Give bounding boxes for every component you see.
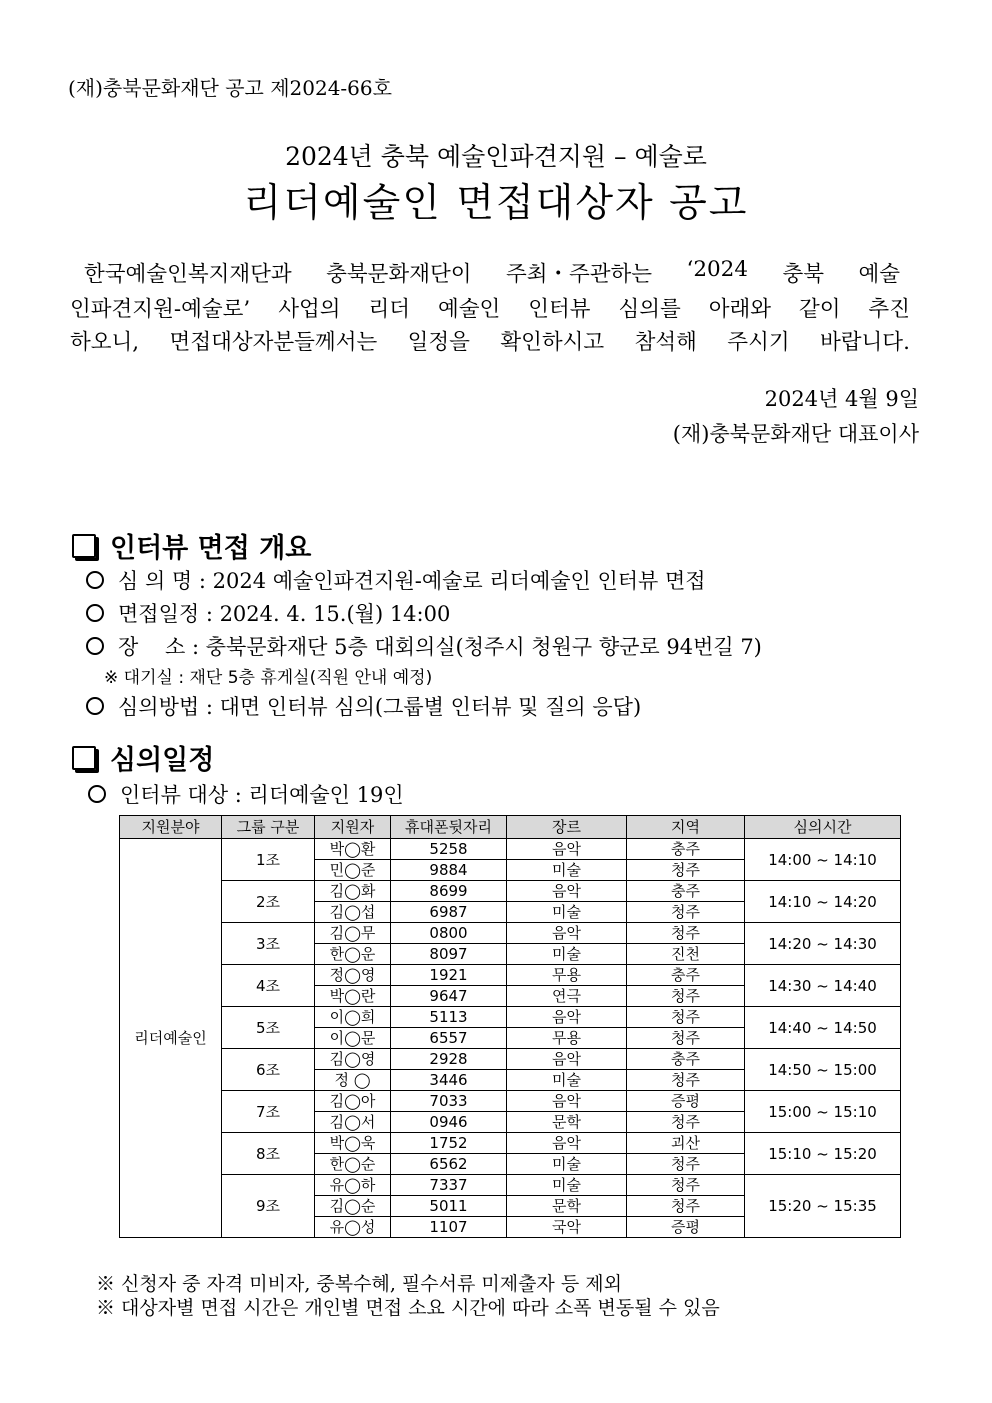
genre-cell: 미술 — [507, 1154, 627, 1175]
genre-cell: 음악 — [507, 881, 627, 902]
footnote: ※ 신청자 중 자격 미비자, 중복수혜, 필수서류 미제출자 등 제외 — [96, 1273, 622, 1295]
checkbox-square-icon — [72, 746, 96, 770]
title-line-1: 2024년 충북 예술인파견지원 – 예술로 — [285, 142, 707, 171]
circle-bullet-icon — [88, 785, 106, 803]
table-row — [120, 881, 901, 902]
region-cell: 청주 — [627, 1196, 745, 1217]
column-header: 심의시간 — [745, 816, 901, 839]
column-header: 장르 — [507, 816, 627, 839]
genre-cell: 문학 — [507, 1196, 627, 1217]
page-title: 리더예술인 면접대상자 공고 — [243, 181, 749, 226]
region-cell: 충주 — [627, 839, 745, 860]
intro-word: 하오니, — [70, 330, 140, 355]
applicant-cell: 이◯희 — [315, 1007, 391, 1028]
overview-item-text: 심 의 명 : 2024 예술인파견지원-예술로 리더예술인 인터뷰 면접 — [118, 569, 706, 593]
applicant-cell: 유◯성 — [315, 1217, 391, 1238]
phone-cell: 5011 — [391, 1196, 507, 1217]
section-schedule-title: 심의일정 — [110, 745, 215, 776]
column-header: 지역 — [627, 816, 745, 839]
checkbox-square-icon — [72, 534, 96, 558]
genre-cell: 무용 — [507, 965, 627, 986]
intro-word: ‘2024 — [686, 257, 749, 282]
circle-bullet-icon — [86, 637, 104, 655]
region-cell: 증평 — [627, 1091, 745, 1112]
table-row — [120, 1133, 901, 1154]
intro-word: 추진 — [868, 297, 910, 322]
circle-bullet-icon — [86, 604, 104, 622]
phone-cell: 3446 — [391, 1070, 507, 1091]
applicant-cell: 박◯환 — [315, 839, 391, 860]
phone-cell: 1107 — [391, 1217, 507, 1238]
region-cell: 진천 — [627, 944, 745, 965]
group-cell: 3조 — [222, 923, 315, 965]
time-cell: 14:30 ~ 14:40 — [745, 965, 901, 1007]
phone-cell: 5113 — [391, 1007, 507, 1028]
time-cell: 15:10 ~ 15:20 — [745, 1133, 901, 1175]
time-cell: 14:00 ~ 14:10 — [745, 839, 901, 881]
region-cell: 청주 — [627, 1175, 745, 1196]
applicant-cell: 정 ◯ — [315, 1070, 391, 1091]
intro-word: 충북문화재단이 — [326, 262, 472, 287]
table-row — [120, 1007, 901, 1028]
phone-cell: 7033 — [391, 1091, 507, 1112]
table-row — [120, 1049, 901, 1070]
region-cell: 증평 — [627, 1217, 745, 1238]
circle-bullet-icon — [86, 571, 104, 589]
applicant-cell: 박◯란 — [315, 986, 391, 1007]
phone-cell: 6562 — [391, 1154, 507, 1175]
group-cell: 8조 — [222, 1133, 315, 1175]
applicant-cell: 김◯화 — [315, 881, 391, 902]
overview-item-text: 장 소 : 충북문화재단 5층 대회의실(청주시 청원구 향군로 94번길 7) — [118, 635, 762, 659]
group-cell: 7조 — [222, 1091, 315, 1133]
applicant-cell: 박◯욱 — [315, 1133, 391, 1154]
field-cell: 리더예술인 — [120, 839, 222, 1238]
region-cell: 청주 — [627, 902, 745, 923]
applicant-cell: 김◯서 — [315, 1112, 391, 1133]
intro-word: 인터뷰 — [528, 297, 591, 322]
phone-cell: 0946 — [391, 1112, 507, 1133]
phone-cell: 6987 — [391, 902, 507, 923]
phone-cell: 8699 — [391, 881, 507, 902]
circle-bullet-icon — [86, 697, 104, 715]
applicant-cell: 김◯무 — [315, 923, 391, 944]
intro-line-3 — [70, 325, 910, 356]
region-cell: 청주 — [627, 986, 745, 1007]
overview-item — [86, 631, 762, 661]
phone-cell: 6557 — [391, 1028, 507, 1049]
genre-cell: 음악 — [507, 923, 627, 944]
genre-cell: 문학 — [507, 1112, 627, 1133]
region-cell: 청주 — [627, 1112, 745, 1133]
schedule-table-body — [120, 839, 901, 1238]
time-cell: 14:20 ~ 14:30 — [745, 923, 901, 965]
phone-cell: 5258 — [391, 839, 507, 860]
genre-cell: 미술 — [507, 902, 627, 923]
column-header: 지원분야 — [120, 816, 222, 839]
applicant-cell: 유◯하 — [315, 1175, 391, 1196]
intro-word: 한국예술인복지재단과 — [84, 262, 292, 287]
time-cell: 14:50 ~ 15:00 — [745, 1049, 901, 1091]
table-row — [120, 1091, 901, 1112]
phone-cell: 7337 — [391, 1175, 507, 1196]
group-cell: 4조 — [222, 965, 315, 1007]
applicant-cell: 김◯아 — [315, 1091, 391, 1112]
intro-word: 인파견지원-예술로’ — [70, 297, 251, 322]
genre-cell: 음악 — [507, 1049, 627, 1070]
applicant-cell: 한◯순 — [315, 1154, 391, 1175]
waiting-room-note: ※ 대기실 : 재단 5층 휴게실(직원 안내 예정) — [104, 668, 433, 688]
region-cell: 청주 — [627, 1070, 745, 1091]
table-row — [120, 839, 901, 860]
intro-word: 아래와 — [708, 297, 771, 322]
time-cell: 15:20 ~ 15:35 — [745, 1175, 901, 1238]
overview-item — [86, 691, 641, 721]
genre-cell: 국악 — [507, 1217, 627, 1238]
phone-cell: 1921 — [391, 965, 507, 986]
schedule-table — [119, 815, 901, 1238]
intro-word: 일정을 — [407, 330, 470, 355]
table-header-row — [120, 816, 901, 839]
table-row — [120, 965, 901, 986]
region-cell: 충주 — [627, 965, 745, 986]
intro-word: 리더 — [368, 297, 410, 322]
genre-cell: 음악 — [507, 1007, 627, 1028]
region-cell: 청주 — [627, 1007, 745, 1028]
footnote: ※ 대상자별 면접 시간은 개인별 면접 소요 시간에 따라 소폭 변동될 수 있음 — [96, 1297, 720, 1319]
section-overview-heading — [72, 526, 311, 565]
applicant-cell: 한◯운 — [315, 944, 391, 965]
applicant-cell: 김◯순 — [315, 1196, 391, 1217]
group-cell: 5조 — [222, 1007, 315, 1049]
intro-word: 참석해 — [634, 330, 697, 355]
applicant-cell: 정◯영 — [315, 965, 391, 986]
overview-item — [86, 565, 706, 595]
region-cell: 청주 — [627, 1154, 745, 1175]
time-cell: 14:40 ~ 14:50 — [745, 1007, 901, 1049]
intro-word: 충북 — [782, 262, 825, 287]
region-cell: 청주 — [627, 1028, 745, 1049]
phone-cell: 0800 — [391, 923, 507, 944]
overview-item — [86, 598, 450, 628]
applicant-cell: 이◯문 — [315, 1028, 391, 1049]
intro-word: 주시기 — [727, 330, 790, 355]
phone-cell: 2928 — [391, 1049, 507, 1070]
overview-item-text: 심의방법 : 대면 인터뷰 심의(그룹별 인터뷰 및 질의 응답) — [118, 695, 642, 719]
phone-cell: 8097 — [391, 944, 507, 965]
intro-word: 예술 — [858, 262, 900, 287]
schedule-target-text: 인터뷰 대상 : 리더예술인 19인 — [120, 783, 404, 807]
genre-cell: 음악 — [507, 1133, 627, 1154]
region-cell: 청주 — [627, 923, 745, 944]
genre-cell: 연극 — [507, 986, 627, 1007]
time-cell: 15:00 ~ 15:10 — [745, 1091, 901, 1133]
region-cell: 충주 — [627, 881, 745, 902]
table-row — [120, 1175, 901, 1196]
intro-word: 바랍니다. — [820, 330, 910, 355]
intro-word: 주최・주관하는 — [505, 262, 653, 287]
intro-word: 확인하시고 — [500, 330, 605, 355]
intro-line-2 — [70, 292, 910, 323]
genre-cell: 무용 — [507, 1028, 627, 1049]
group-cell: 1조 — [222, 839, 315, 881]
section-overview-title: 인터뷰 면접 개요 — [110, 533, 312, 564]
genre-cell: 미술 — [507, 944, 627, 965]
genre-cell: 음악 — [507, 1091, 627, 1112]
column-header: 휴대폰뒷자리 — [391, 816, 507, 839]
notice-number: (재)충북문화재단 공고 제2024-66호 — [68, 76, 392, 100]
phone-cell: 9647 — [391, 986, 507, 1007]
overview-item-text: 면접일정 : 2024. 4. 15.(월) 14:00 — [118, 602, 451, 626]
intro-word: 사업의 — [278, 297, 341, 322]
intro-word: 같이 — [798, 297, 841, 322]
group-cell: 2조 — [222, 881, 315, 923]
notice-date: 2024년 4월 9일 — [764, 387, 919, 411]
genre-cell: 음악 — [507, 839, 627, 860]
section-schedule-heading — [72, 738, 214, 777]
applicant-cell: 김◯영 — [315, 1049, 391, 1070]
intro-word: 심의를 — [618, 297, 681, 322]
region-cell: 충주 — [627, 1049, 745, 1070]
genre-cell: 미술 — [507, 860, 627, 881]
intro-line-1 — [84, 257, 900, 288]
phone-cell: 1752 — [391, 1133, 507, 1154]
applicant-cell: 김◯섭 — [315, 902, 391, 923]
group-cell: 6조 — [222, 1049, 315, 1091]
applicant-cell: 민◯준 — [315, 860, 391, 881]
phone-cell: 9884 — [391, 860, 507, 881]
intro-word: 예술인 — [437, 297, 501, 322]
intro-word: 면접대상자분들께서는 — [169, 330, 378, 355]
schedule-target — [88, 779, 404, 809]
genre-cell: 미술 — [507, 1070, 627, 1091]
group-cell: 9조 — [222, 1175, 315, 1238]
issuer: (재)충북문화재단 대표이사 — [672, 422, 919, 446]
region-cell: 청주 — [627, 860, 745, 881]
column-header: 그룹 구분 — [222, 816, 315, 839]
table-row — [120, 923, 901, 944]
region-cell: 괴산 — [627, 1133, 745, 1154]
time-cell: 14:10 ~ 14:20 — [745, 881, 901, 923]
column-header: 지원자 — [315, 816, 391, 839]
genre-cell: 미술 — [507, 1175, 627, 1196]
